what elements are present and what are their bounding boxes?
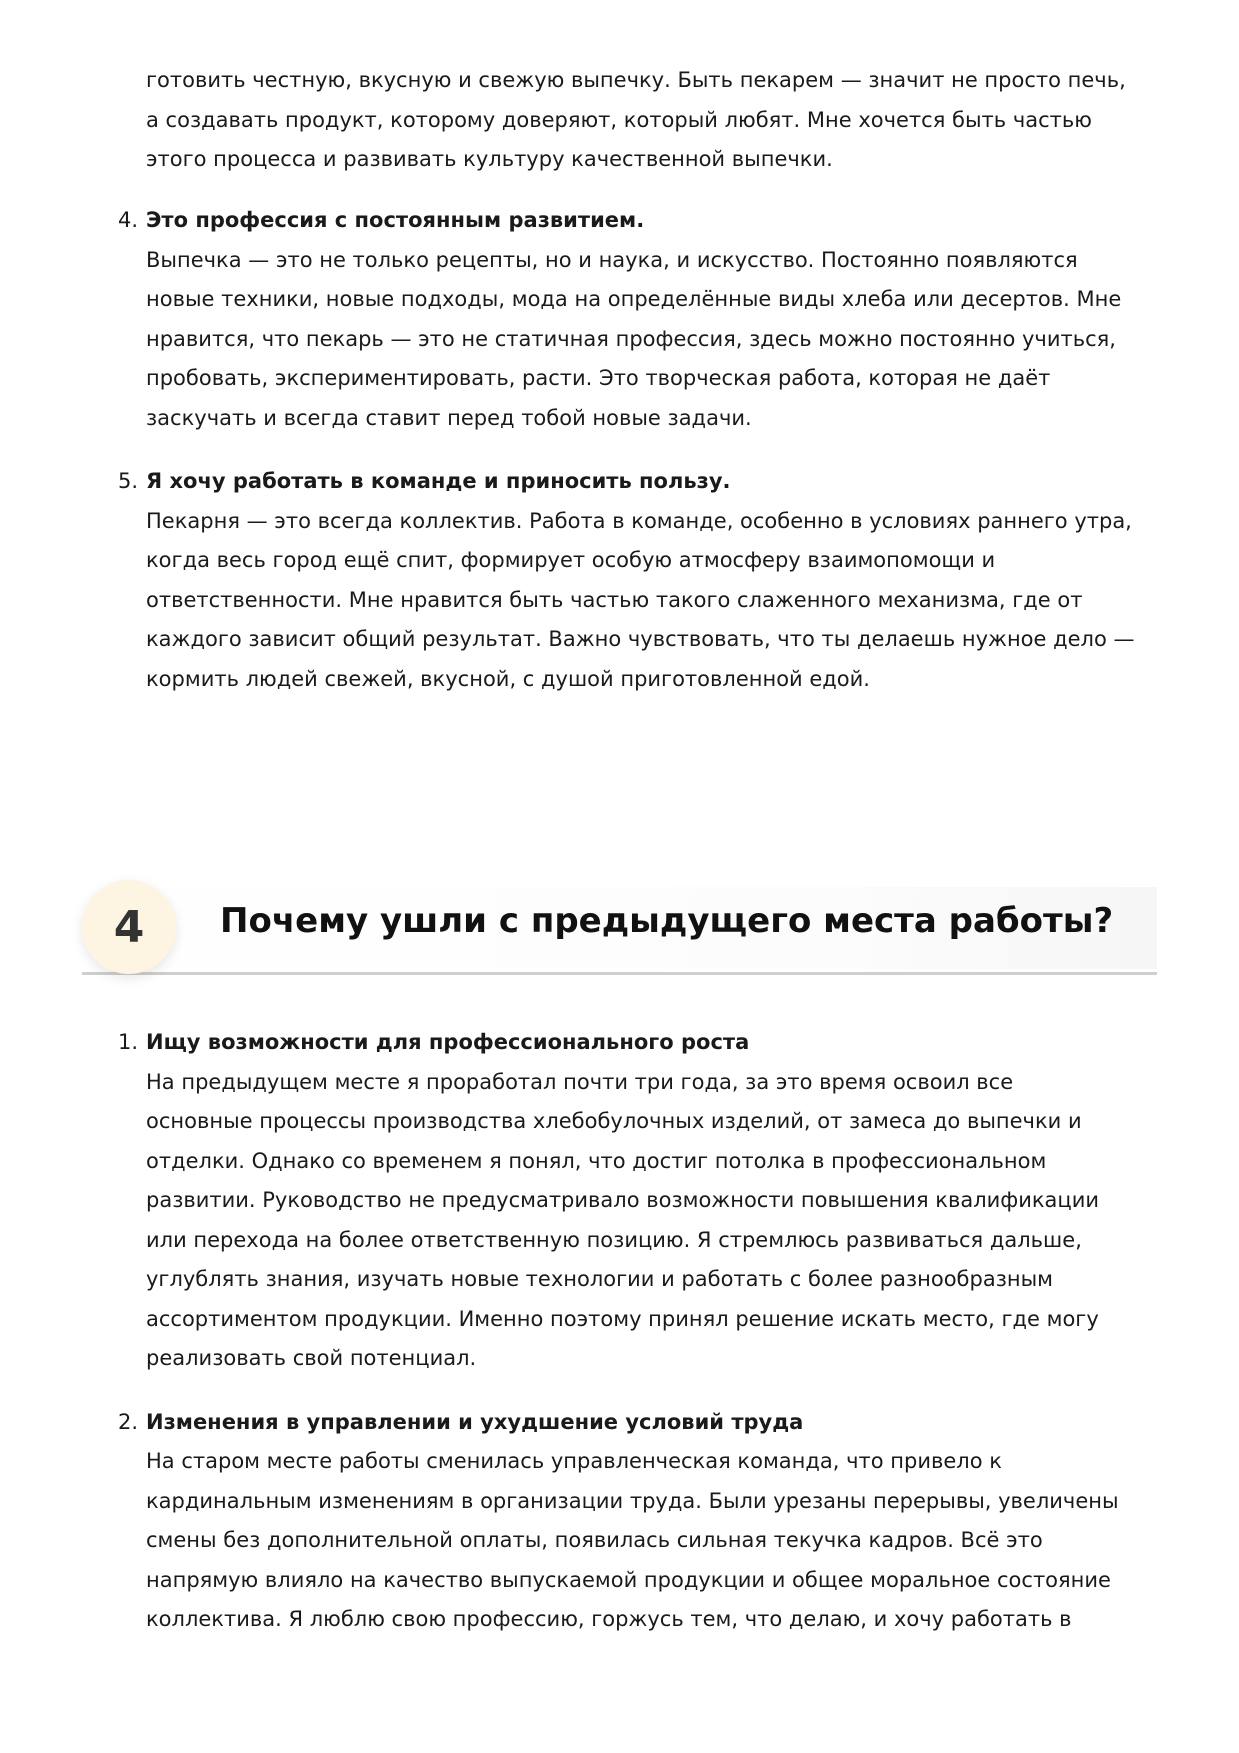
- text-line: Выпечка — это не только рецепты, но и наука, и искусство. Постоянно появляются: [146, 247, 1078, 272]
- section-header: [82, 877, 1157, 981]
- text-line: коллектива. Я люблю свою профессию, горжусь тем, что делаю, и хочу работать в: [146, 1607, 1072, 1631]
- text-line: нравится, что пекарь — это не статичная профессия, здесь можно постоянно учиться,: [146, 326, 1116, 351]
- list-item: [110, 201, 1160, 438]
- list-item: [110, 1023, 1160, 1379]
- text-line: реализовать свой потенциал.: [146, 1346, 477, 1370]
- text-line: а создавать продукт, которому доверяют, который любят. Мне хочется быть частью: [146, 107, 1092, 132]
- section-divider: [82, 972, 1157, 975]
- text-line: когда весь город ещё спит, формирует особую атмосферу взаимопомощи и: [146, 548, 996, 572]
- list-item-number: 5.: [118, 469, 139, 493]
- text-line: отделки. Однако со временем я понял, что достиг потолка в профессиональном: [146, 1148, 1047, 1173]
- text-line: этого процесса и развивать культуру качественной выпечки.: [146, 147, 833, 171]
- text-line: заскучать и всегда ставит перед тобой новые задачи.: [146, 405, 752, 430]
- list-item-number: 4.: [118, 208, 139, 232]
- list-item-title: Я хочу работать в команде и приносить пользу.: [146, 469, 731, 493]
- section-title: Почему ушли с предыдущего места работы?: [220, 901, 1114, 941]
- list-item-body: [146, 241, 1160, 439]
- text-line: ассортиментом продукции. Именно поэтому принял решение искать место, где могу: [146, 1306, 1099, 1331]
- list-item-body: [146, 1063, 1160, 1379]
- text-line: На предыдущем месте я проработал почти три года, за это время освоил все: [146, 1069, 1014, 1094]
- list-item: [110, 462, 1160, 699]
- text-line: кормить людей свежей, вкусной, с душой приготовленной едой.: [146, 666, 870, 691]
- list-item-body: [146, 502, 1160, 700]
- text-line: Пекарня — это всегда коллектив. Работа в команде, особенно в условиях раннего утра,: [146, 508, 1132, 533]
- list-item-number: 1.: [118, 1030, 139, 1054]
- list-item-body: [146, 1442, 1160, 1640]
- text-line: новые техники, новые подходы, мода на определённые виды хлеба или десертов. Мне: [146, 287, 1122, 311]
- list-item-title: Это профессия с постоянным развитием.: [146, 208, 645, 232]
- text-line: готовить честную, вкусную и свежую выпечку. Быть пекарем — значит не просто печь,: [146, 68, 1126, 92]
- list-item-title: Ищу возможности для профессионального роста: [146, 1030, 750, 1054]
- text-line: развитии. Руководство не предусматривало возможности повышения квалификации: [146, 1188, 1100, 1212]
- text-line: основные процессы производства хлебобулочных изделий, от замеса до выпечки и: [146, 1109, 1082, 1133]
- reasons-list: [110, 201, 1160, 699]
- text-line: или перехода на более ответственную позицию. Я стремлюсь развиваться дальше,: [146, 1227, 1082, 1252]
- text-line: углублять знания, изучать новые технологии и работать с более разнообразным: [146, 1267, 1054, 1291]
- continuation-paragraph: [146, 61, 1166, 180]
- list-item: [110, 1403, 1160, 1640]
- text-line: смены без дополнительной оплаты, появилась сильная текучка кадров. Всё это: [146, 1528, 1043, 1552]
- text-line: напрямую влияло на качество выпускаемой продукции и общее моральное состояние: [146, 1567, 1111, 1592]
- list-item-number: 2.: [118, 1409, 139, 1434]
- text-line: пробовать, экспериментировать, расти. Это творческая работа, которая не даёт: [146, 366, 1051, 390]
- section-number-badge: 4: [82, 880, 176, 974]
- text-line: кардинальным изменениям в организации труда. Были урезаны перерывы, увеличены: [146, 1488, 1119, 1513]
- text-line: ответственности. Мне нравится быть частью такого слаженного механизма, где от: [146, 587, 1083, 612]
- reasons-list: [110, 1023, 1160, 1640]
- text-line: На старом месте работы сменилась управленческая команда, что привело к: [146, 1449, 1002, 1473]
- list-item-title: Изменения в управлении и ухудшение условий труда: [146, 1409, 804, 1434]
- text-line: каждого зависит общий результат. Важно чувствовать, что ты делаешь нужное дело —: [146, 627, 1135, 651]
